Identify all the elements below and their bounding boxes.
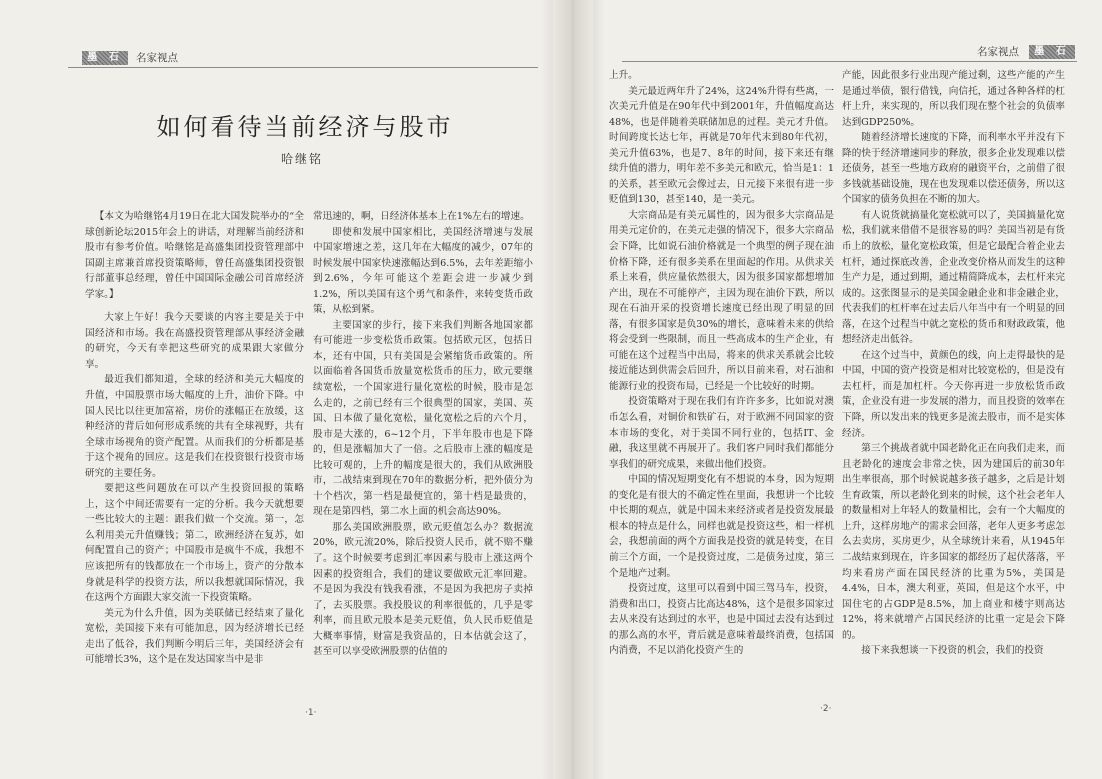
paragraph: 第三个挑战者就中国老龄化正在向我们走来，而且老龄化的速度会非常之快，因为建国后的前30年出生率很高，那个时候说越多孩子越多，之后是计划生育政策，所以老龄化到来的时候，这个社会老年人的数量相对上年轻人的数量相比，会有一个大幅度的上升，这样房地产的需求会回落，老年人更多考虑怎么去卖房，买房更少，从全球统计来看，从1945年二战结束到现在，许多国家的都经历了起伏落落，平均来看房产面在国民经济的比重为5%，美国是4.4%，日本，澳大利亚，英国，但是这个水平，中国住宅的占GDP是8.5%，加上商业和楼宇则高达12%，将来就增产占国民经济的比重一定是会下降的。 bbox=[842, 443, 1065, 641]
paragraph: 在这个过当中，黄颜色的线，向上走得最快的是中国，中国的资产投资是相对比较宽松的，但是没有去杠杆，而是加杠杆。今天你再进一步放松货币政策，企业没有进一步发展的潜力，而且投资的效率在下降，所以发出来的钱更多是流去股市，而不是实体经济。 bbox=[842, 349, 1065, 439]
paragraph: 投资策略对于现在我们有许许多多，比如说对澳币怎么看，对铜价和铁矿石，对于欧洲不同国家的资本市场的变化，对于美国不同行业的，包括IT、金融，我这里就不再展开了。我们客户同时我们都能分享我们的研究成果，来做出他们投资。 bbox=[609, 396, 834, 470]
section-label: 名家视点 bbox=[977, 46, 1019, 58]
article-title: 如何看待当前经济与股市 bbox=[156, 113, 454, 141]
article-author: 哈继铭 bbox=[280, 152, 323, 166]
right-column-1 bbox=[609, 68, 834, 688]
spacer bbox=[85, 302, 304, 310]
paragraph: 那么美国欧洲股票，欧元贬值怎么办？数据流20%，欧元流20%，除后投资人民币，就不赔不赚了。这个时候要考虑到汇率因素与股市上涨这两个因素的投资组合，我们的建议要做欧元汇率回避。不是因为我没有钱我看涨，不是因为我把房子卖掉了，去买股票。我投股议的利率很低的，几乎是零利率，而且欧元股本是美元贬值，负人民币贬值是大概率事情，财富是我资品的，日本估就会这了，甚至可以享受欧洲股票的估值的 bbox=[313, 521, 533, 658]
section-badge: 墨 石 bbox=[1029, 45, 1075, 59]
section-label: 名家视点 bbox=[136, 52, 178, 64]
paragraph: 大宗商品是有美元属性的，因为很多大宗商品是用美元定价的，在美元走强的情况下，很多大宗商品会下降，比如说石油价格就是一个典型的例子现在油价格下降，还有很多美系在里面起的作用。从供求关系上来看，供应量依然很大，因为很多国家都想增加产出，现在不可能停产，主因为现在油价下跌，所以现在石油开采的投资增长速度已经出现了明显的回落，有很多国家是负30%的增长，意味着未来的供给将会受到一些限制，而且一些高成本的生产企业，有可能在这个过程当中出局，将来的供求关系就会比较接近能达到供需会后回升，所以目前来看，对石油和能源行业的投资布局，已经是一个比较好的时期。 bbox=[609, 209, 834, 392]
article-abstract: 【本文为哈继铭4月19日在北大国发院举办的“全球创新论坛2015年会上的讲话，对理解当前经济和股市有参考价值。哈继铭是高盛集团投资管理部中国副主席兼首席投资策略师，曾任高盛集团投资银行部董事总经理，曾任中国国际金融公司首席经济学家。】 bbox=[85, 211, 304, 300]
running-header-right bbox=[622, 42, 1077, 62]
left-column-1 bbox=[85, 209, 304, 703]
left-column-2 bbox=[313, 209, 533, 703]
right-column-2 bbox=[842, 68, 1065, 688]
paragraph: 要把这些问题放在可以产生投资回报的策略上，这个中间还需要有一定的分析。我今天就想要一些比较大的主题：跟我们做一个交流。第一，怎么利用美元升值赚钱；第二，欧洲经济在复苏，如何配置自己的资产；中国股市是疯牛不成，我想不应该把所有的钱都放在一个市场上，资产的分散本身就是科学的投资方法，所以我想就国际情况，我在这两个方面跟大家交流一下投资策略。 bbox=[85, 483, 304, 604]
paragraph: 最近我们都知道，全球的经济和美元大幅度的升值，中国股票市场大幅度的上升，油价下降。中国人民比以往更加富裕，房价的涨幅正在放缓，这种经济的背后如何形成系统的共有全球视野，共有全球市场视角的资产配置。从而我们的分析都是基于这个视角的回应。这是我们在投资银行投资市场研究的主要任务。 bbox=[85, 374, 304, 479]
book-gutter bbox=[553, 0, 593, 779]
paragraph: 中国的情况短期变化有不想说的本身，因为短期的变化是有很大的不确定性在里面，我想讲一个比较中长期的观点，就是中国未来经济或者是投资发展最根本的特点是什么，同样也就是投资这些，相一样机会，我想前面的两个方面我是投资的就是转变，在目前三个方面，一个是投资过度，二是债务过度，第三个是地产过剩。 bbox=[609, 474, 834, 579]
running-header-left bbox=[68, 48, 538, 68]
paragraph: 产能，因此很多行业出现产能过剩，这些产能的产生是通过举债，银行借钱，向信托，通过各种各样的杠杆上升，来实现的，所以我们现在整个社会的负债率达到GDP250%。 bbox=[842, 70, 1065, 128]
section-badge: 墨 石 bbox=[82, 51, 128, 65]
paragraph: 主要国家的步行，接下来我们判断各地国家都有可能进一步变松货币政策。包括欧元区，包括日本，还有中国，只有美国是会紧缩货币政策的。所以面临着各国货币放量宽松货币的压力，欧元要继续宽松，一个国家进行量化宽松的时候，股市是怎么走的，之前已经有三个很典型的国家，美国、英国、日本做了量化宽松，量化宽松之后的六个月，股市是大涨的，6~12个月，下半年股市也是下降的，但是涨幅加大了一倍。之后股市上涨的幅度是比较可观的，上升的幅度是很大的，我们从欧洲股市，二战结束到现在70年的数据分析，把外债分为十个档次，第一档是最便宜的，第十档是最贵的，现在是第四档，第二水上面的机会高达90%。 bbox=[313, 319, 533, 518]
paragraph: 美元最近两年升了24%，这24%升得有些离，一次美元升值是在90年代中到2001年，升值幅度高达48%，也是伴随着美联储加息的过程。美元才升值。时间跨度长达七年，再就是70年代末到80年代初，美元升值63%，也是7、8年的时间，接下来还有继续升值的潜力，明年差不多美元和欧元，恰当是1：1的关系，甚至欧元会像过去，日元接下来很有进一步贬值到130，甚至140，是一美元。 bbox=[609, 85, 834, 206]
paragraph: 有人说货就搞量化宽松就可以了，美国搞量化宽松，我们就来借借不是很容易的吗？美国当初是有货币上的放松，量化宽松政策，但是它最配合着企业去杠杆，通过探底改善，企业改变价格从而发生的这种生产力是，通过到期，通过精简降成本，去杠杆来完成的。这张图显示的是美国金融企业和非金融企业，代表我们的杠杆率在过去后八年当中有一个明显的回落，在这个过程当中就之宽松的货币和财政政策，他想经济走出低谷。 bbox=[842, 209, 1065, 346]
paragraph: 随着经济增长速度的下降，而利率水平并没有下降的快于经济增速同步的释放，很多企业发现难以偿还债务，甚至一些地方政府的融资平台，之前借了很多钱就基础设施，现在也发现难以偿还债务，所以这个国家的债务负担在不断的加大。 bbox=[842, 132, 1065, 206]
right-page bbox=[592, 0, 1102, 779]
paragraph: 常迅速的，啊，日经济体基本上在1%左右的增速。 bbox=[313, 211, 530, 222]
paragraph: 即使和发展中国家相比，美国经济增速与发展中国家增速之差，这几年在大幅度的减少，07年的时候发展中国家快速涨幅达到6.5%，去年差距缩小到2.6%，今年可能这个差距会进一步减少到1.2%，所以美国有这个勇气和条件，来转变货币政策，从松到紧。 bbox=[313, 226, 533, 316]
page-number-left: ·1· bbox=[305, 708, 317, 718]
paragraph: 投资过度，这里可以看到中国三驾马车，投资，消费和出口，投资占比高达48%，这个是很多国家过去从来没有达到过的水平，也是中国过去没有达到过的那么高的水平，背后就是意味着最终消费，包括国内消费，不足以消化投资产生的 bbox=[609, 583, 834, 657]
fold-shadow bbox=[541, 0, 553, 779]
paragraph: 接下来我想谈一下投资的机会，我们的投资 bbox=[861, 645, 1044, 657]
paragraph: 上升。 bbox=[609, 70, 638, 81]
page-number-right: ·2· bbox=[820, 704, 832, 714]
paragraph: 美元为什么升值，因为美联储已经结束了量化宽松，美国接下来有可能加息，因为经济增长已经走出了低谷，我们判断今明后三年，美国经济会有可能增长3%，这个是在发达国家当中是非 bbox=[85, 607, 304, 666]
paragraph: 大家上午好！我今天要谈的内容主要是关于中国经济和市场。我在高盛投资管理部从事经济金融的研究，今天有幸把这些研究的成果跟大家做分享。 bbox=[85, 312, 304, 370]
